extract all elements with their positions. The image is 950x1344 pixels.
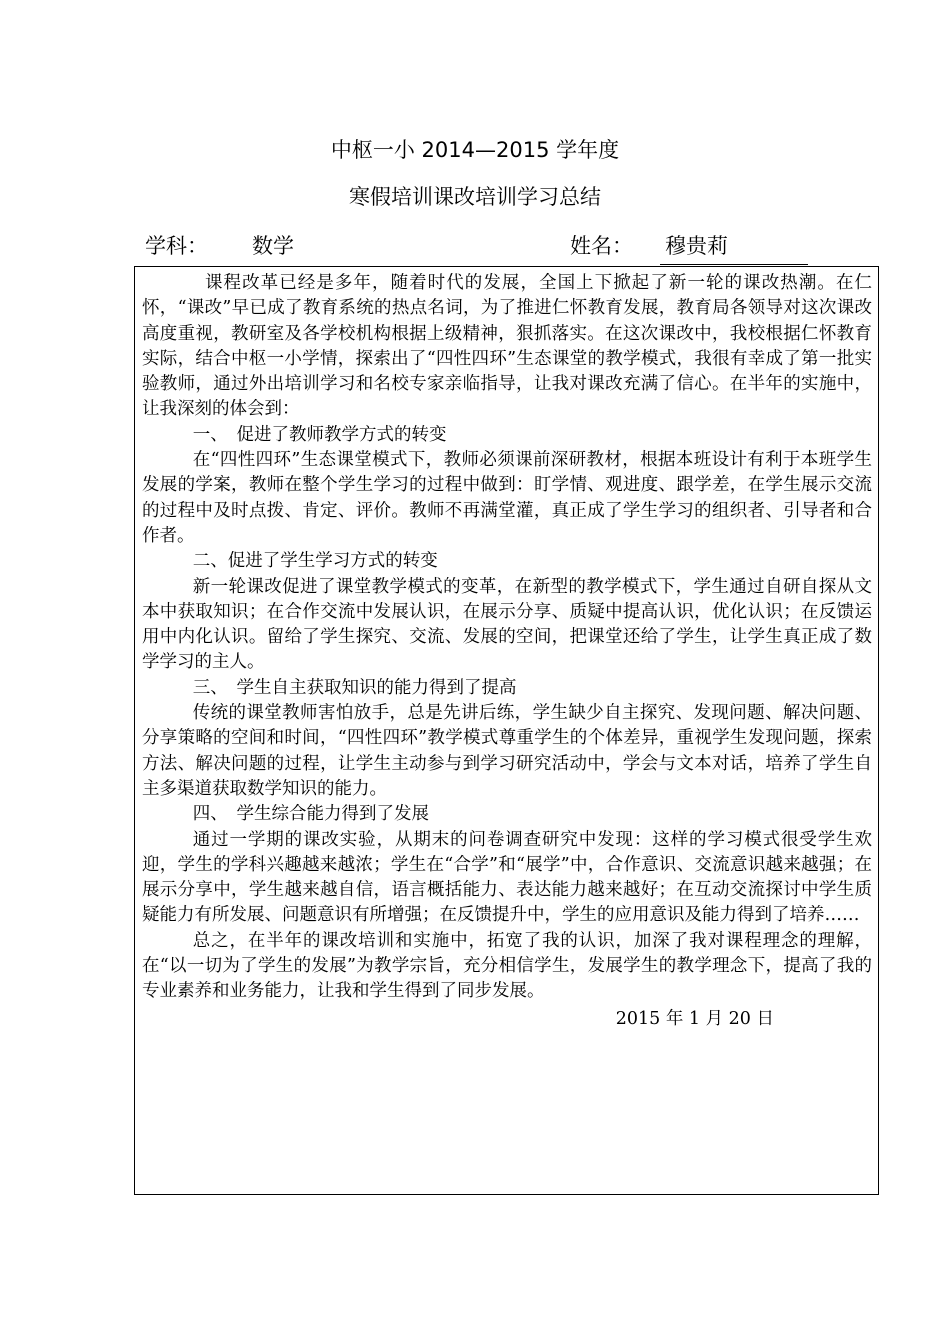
content-box bbox=[134, 266, 879, 1195]
document-subtitle: 寒假培训课改培训学习总结 bbox=[349, 185, 601, 209]
conclusion-paragraph: 总之，在半年的课改培训和实施中，拓宽了我的认识，加深了我对课程理念的理解，在“以一切为了学生的发展”为教学宗旨，充分相信学生，发展学生的教学理念下，提高了我的专业素养和业务能力，让我和学生得到了同步发展。 bbox=[142, 930, 872, 1002]
section-heading-4: 四、 学生综合能力得到了发展 bbox=[192, 804, 429, 825]
section-heading-1: 一、 促进了教师教学方式的转变 bbox=[192, 424, 447, 445]
document-title: 中枢一小 2014—2015 学年度 bbox=[330, 138, 620, 162]
section-paragraph-4: 通过一学期的课改实验，从期末的问卷调查研究中发现：这样的学习模式很受学生欢迎，学生的学科兴趣越来越浓；学生在“合学”和“展学”中，合作意识、交流意识越来越强；在展示分享中，学生越来越自信，语言概括能力、表达能力越来越好；在互动交流探讨中学生质疑能力有所发展、问题意识有所增强；在反馈提升中，学生的应用意识及能力得到了培养…… bbox=[142, 829, 872, 926]
body-text bbox=[142, 271, 872, 1032]
section-paragraph-3: 传统的课堂教师害怕放手，总是先讲后练，学生缺少自主探究、发现问题、解决问题、分享策略的空间和时间，“四性四环”教学模式尊重学生的个体差异，重视学生发现问题，探索方法、解决问题的过程，让学生主动参与到学习研究活动中，学会与文本对话，培养了学生自主多渠道获取数学知识的能力。 bbox=[142, 703, 872, 799]
name-value: 穆贵莉 bbox=[665, 234, 728, 258]
subject-label: 学科： bbox=[145, 234, 208, 258]
name-underline bbox=[660, 264, 808, 265]
name-label: 姓名： bbox=[570, 234, 633, 258]
header-row bbox=[140, 228, 808, 266]
document-date: 2015 年 1 月 20 日 bbox=[615, 1008, 774, 1029]
section-heading-3: 三、 学生自主获取知识的能力得到了提高 bbox=[192, 677, 517, 698]
section-paragraph-1: 在“四性四环”生态课堂模式下，教师必须课前深研教材，根据本班设计有利于本班学生发展的学案，教师在整个学生学习的过程中做到：盯学情、观进度、跟学差，在学生展示交流的过程中及时点拨、肯定、评价。教师不再满堂灌，真正成了学生学习的组织者、引导者和合作者。 bbox=[142, 450, 872, 546]
section-heading-2: 二、促进了学生学习方式的转变 bbox=[192, 551, 438, 572]
subject-value: 数学 bbox=[252, 234, 294, 258]
section-paragraph-2: 新一轮课改促进了课堂教学模式的变革，在新型的教学模式下，学生通过自研自探从文本中获取知识；在合作交流中发展认识，在展示分享、质疑中提高认识，优化认识；在反馈运用中内化认识。留给了学生探究、交流、发展的空间，把课堂还给了学生，让学生真正成了数学学习的主人。 bbox=[142, 576, 872, 673]
intro-paragraph: 课程改革已经是多年，随着时代的发展，全国上下掀起了新一轮的课改热潮。在仁怀，“课改”早已成了教育系统的热点名词，为了推进仁怀教育发展，教育局各领导对这次课改高度重视，教研室及各学校机构根据上级精神，狠抓落实。在这次课改中，我校根据仁怀教育实际，结合中枢一小学情，探索出了“四性四环”生态课堂的教学模式，我很有幸成了第一批实验教师，通过外出培训学习和名校专家亲临指导，让我对课改充满了信心。在半年的实施中，让我深刻的体会到： bbox=[142, 273, 872, 420]
